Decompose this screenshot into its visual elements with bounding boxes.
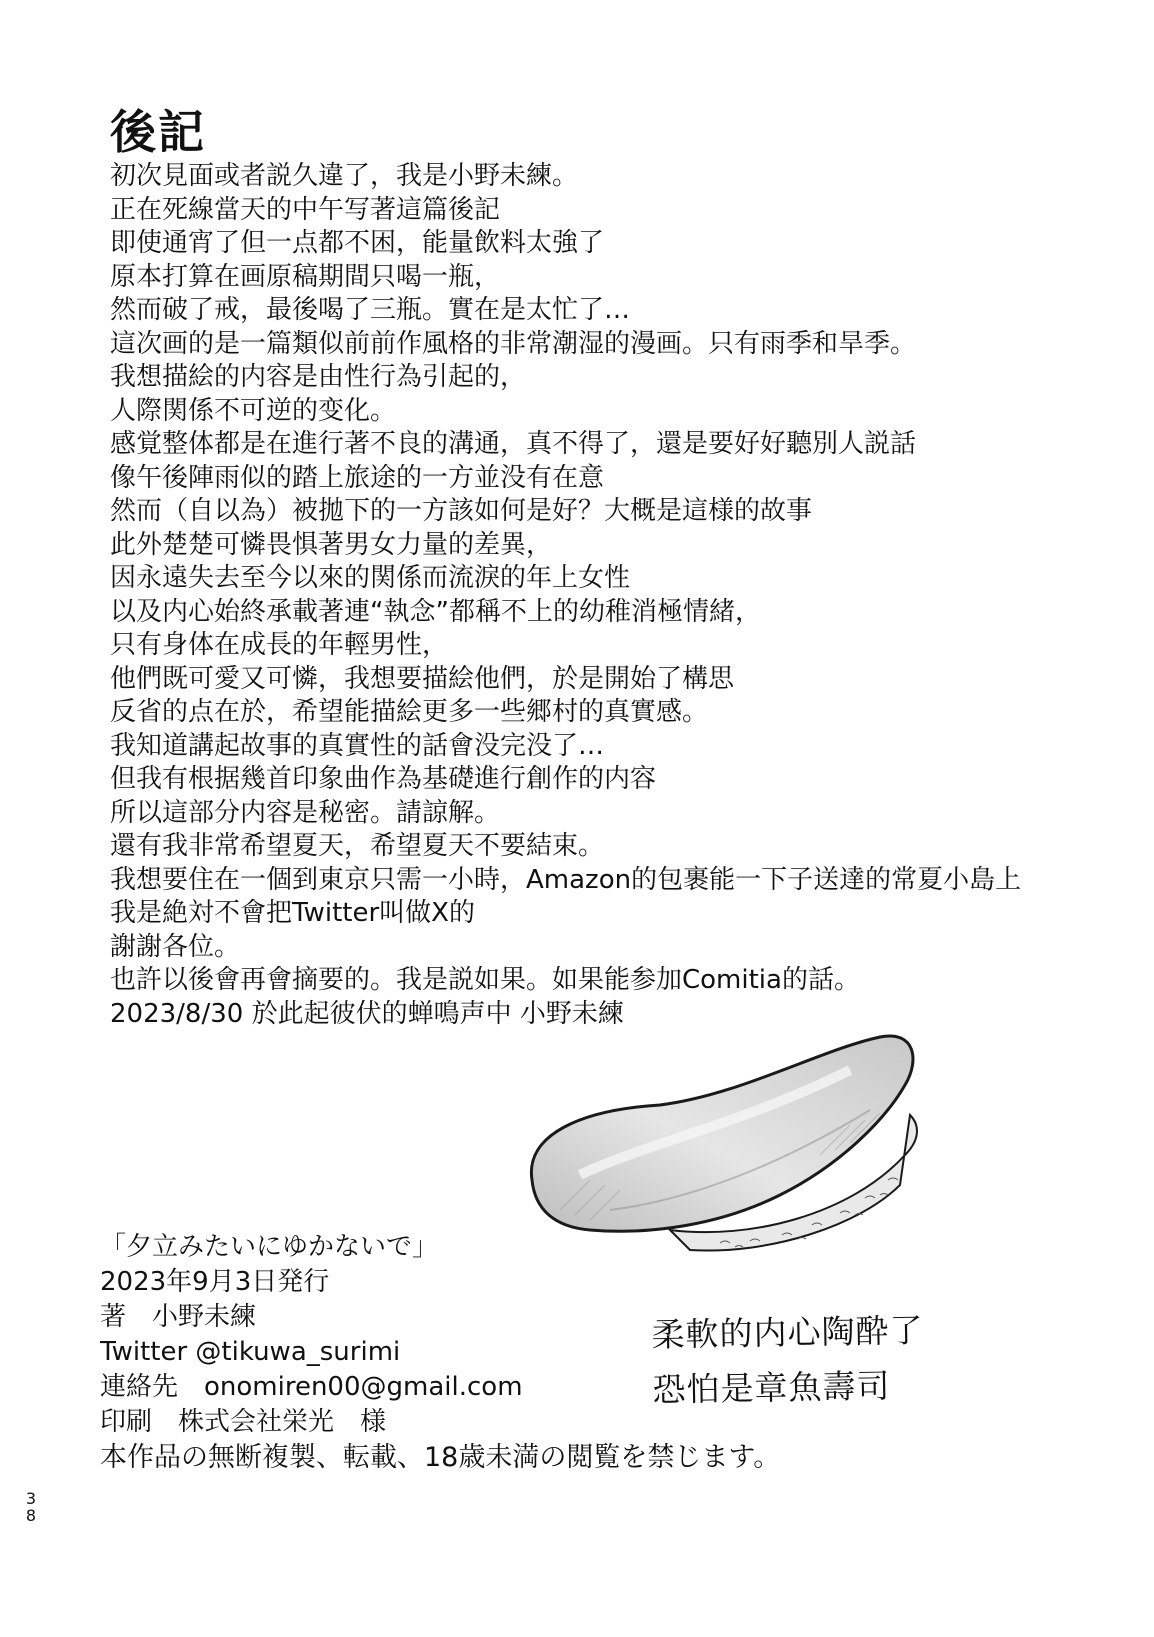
afterword-line: 反省的点在於，希望能描絵更多一些郷村的真實感。 (110, 697, 709, 727)
afterword-line: 但我有根据幾首印象曲作為基礎進行創作的内容 (110, 764, 657, 794)
afterword-line: 他們既可愛又可憐，我想要描絵他們，於是開始了構思 (110, 663, 735, 694)
afterword-line: 謝謝各位。 (110, 931, 241, 962)
afterword-line: 我是絶対不會把Twitter叫做X的 (110, 898, 475, 928)
afterword-body (110, 160, 1110, 1031)
caption-line: 恐怕是章魚壽司 (652, 1366, 891, 1410)
afterword-line: 我想要住在一個到東京只需一小時，Amazon的包裹能一下子送達的常夏小島上 (110, 864, 1022, 895)
publish-date: 2023年9月3日発行 (100, 1267, 330, 1297)
copyright-notice: 本作品の無断複製、転載、18歳未満の閲覧を禁じます。 (100, 1442, 781, 1473)
afterword-line: 原本打算在画原稿期間只喝一瓶， (110, 261, 501, 292)
page-number: 38 (25, 1489, 37, 1525)
afterword-line: 然而破了戒，最後喝了三瓶。實在是太忙了… (110, 295, 631, 325)
colophon (100, 1230, 780, 1475)
afterword-line: 像午後陣雨似的踏上旅途的一方並没有在意 (110, 462, 605, 493)
afterword-line: 所以這部分内容是秘密。請諒解。 (110, 797, 501, 828)
afterword-line: 初次見面或者説久違了，我是小野未練。 (110, 161, 579, 191)
afterword-line: 人際関係不可逆的变化。 (110, 395, 397, 426)
twitter-handle: Twitter @tikuwa_surimi (100, 1337, 401, 1367)
afterword-line: 2023/8/30 於此起彼伏的蝉鳴声中 小野未練 (110, 998, 624, 1029)
afterword-heading: 後記 (110, 105, 206, 159)
afterword-line: 我知道講起故事的真實性的話會没完没了… (110, 730, 605, 761)
afterword-line: 感覚整体都是在進行著不良的溝通，真不得了，還是要好好聽別人説話 (110, 429, 917, 459)
afterword-line: 然而（自以為）被拋下的一方該如何是好？大概是這様的故事 (110, 496, 813, 526)
contact-email: 連絡先 onomiren00@gmail.com (100, 1372, 523, 1402)
afterword-line: 這次画的是一篇類似前前作風格的非常潮湿的漫画。只有雨季和旱季。 (110, 328, 917, 359)
afterword-line: 也許以後會再會摘要的。我是説如果。如果能参加Comitia的話。 (110, 965, 860, 995)
book-title: 「夕立みたいにゆかないで」 (100, 1232, 439, 1262)
printer-credit: 印刷 株式会社栄光 様 (100, 1407, 387, 1437)
author-credit: 著 小野未練 (100, 1302, 257, 1332)
afterword-line: 因永遠失去至今以來的関係而流淚的年上女性 (110, 563, 631, 593)
afterword-line: 我想描絵的内容是由性行為引起的， (110, 362, 527, 392)
afterword-line: 還有我非常希望夏天，希望夏天不要結束。 (110, 831, 605, 861)
afterword-line: 此外楚楚可憐畏惧著男女力量的差異， (110, 529, 553, 560)
afterword-line: 只有身体在成長的年輕男性， (110, 630, 449, 660)
caption-line: 柔軟的内心陶酔了 (651, 1310, 924, 1355)
afterword-line: 正在死線當天的中午写著這篇後記 (110, 194, 501, 225)
afterword-line: 以及内心始終承載著連“執念”都稱不上的幼稚消極情緒， (110, 596, 761, 627)
afterword-line: 即使通宵了但一点都不困，能量飲料太強了 (110, 228, 605, 258)
